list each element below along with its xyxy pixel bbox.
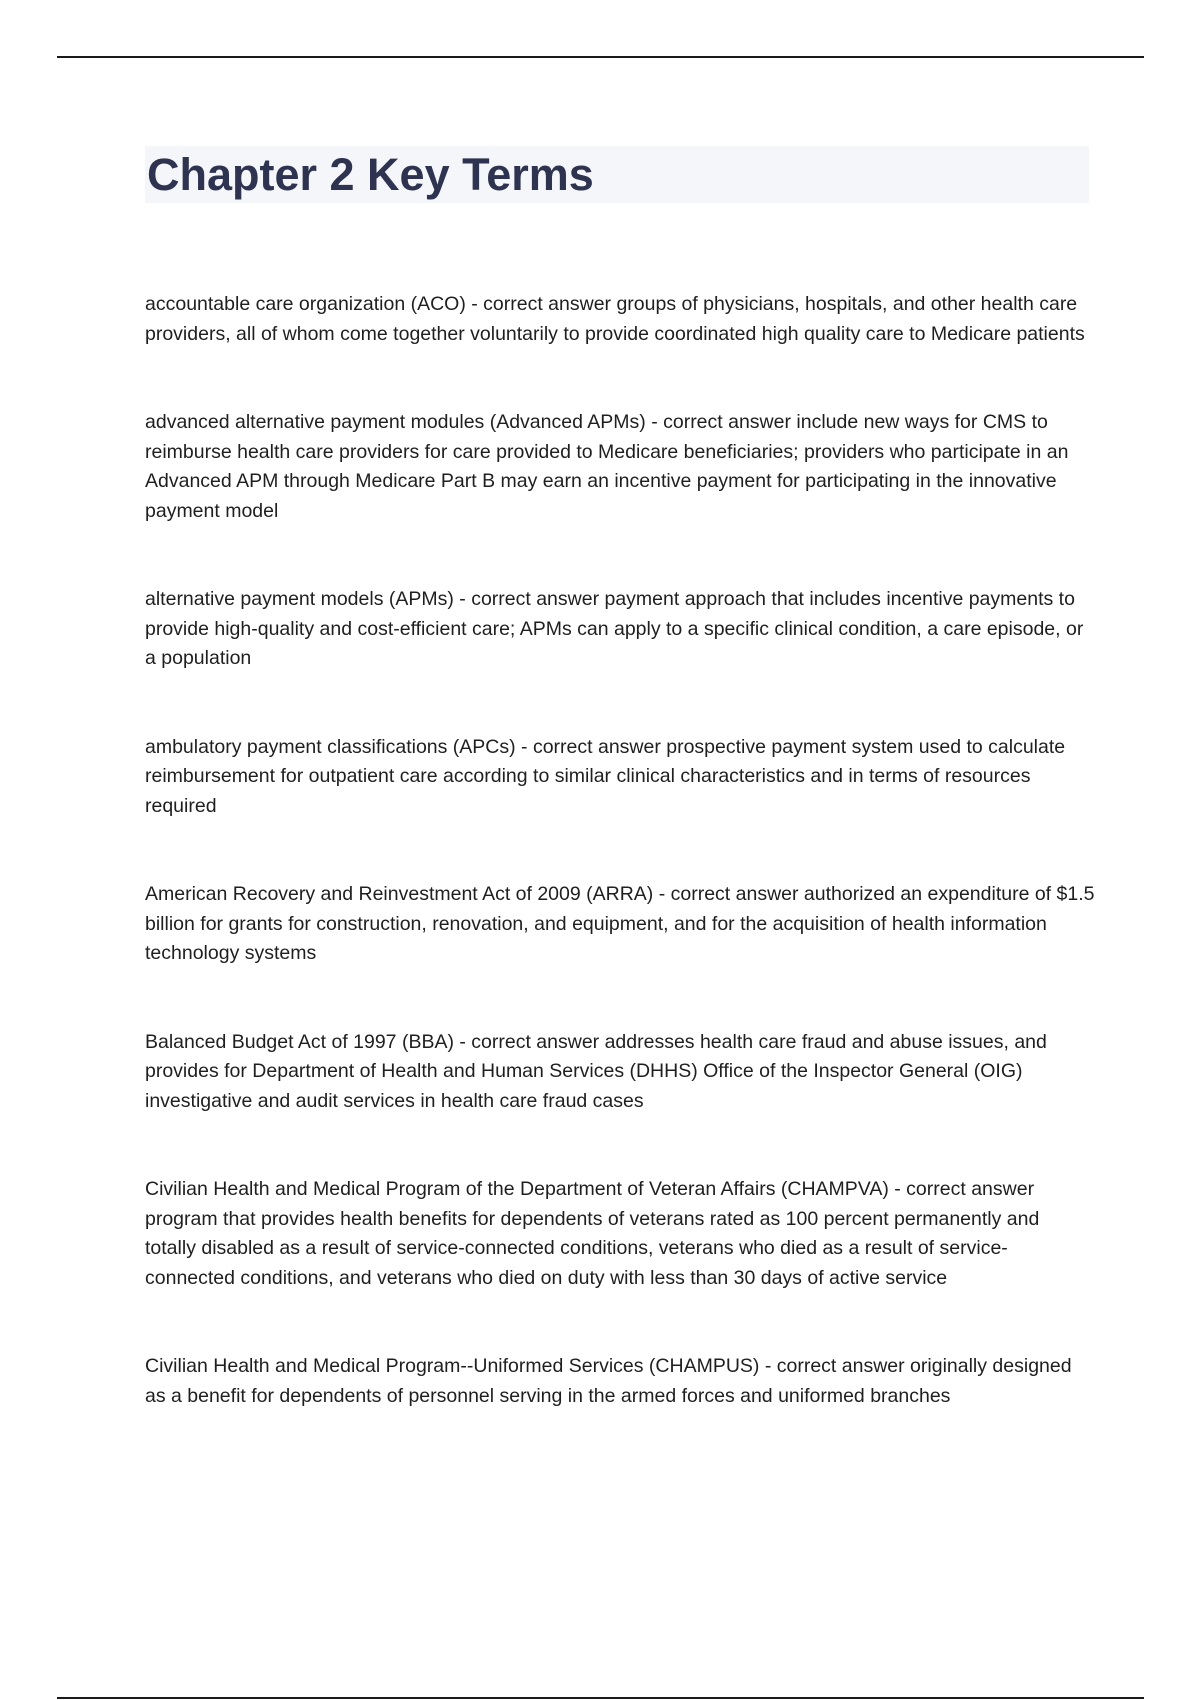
title-banner — [145, 146, 1089, 203]
key-terms-list — [145, 290, 1095, 1470]
term-entry: Balanced Budget Act of 1997 (BBA) - correct answer addresses health care fraud and abuse issues, and provides for Department of Health and Human Services (DHHS) Office of the Inspector General (OIG) investigative and audit services in health care fraud cases — [145, 1030, 1047, 1112]
term-entry: Civilian Health and Medical Program--Uniformed Services (CHAMPUS) - correct answer originally designed as a benefit for dependents of personnel serving in the armed forces and uniformed branches — [145, 1355, 1072, 1407]
term-entry: Civilian Health and Medical Program of the Department of Veteran Affairs (CHAMPVA) - correct answer program that provides health benefits for dependents of veterans rated as 100 percent permanently and totally disabled as a result of service-connected conditions, veterans who died as a result of service-connected conditions, and veterans who died on duty with less than 30 days of active service — [145, 1178, 1040, 1289]
term-entry: accountable care organization (ACO) - correct answer groups of physicians, hospitals, and other health care providers, all of whom come together voluntarily to provide coordinated high quality care to Medicare patients — [145, 293, 1085, 345]
header-rule — [57, 56, 1144, 58]
footer-rule — [57, 1697, 1144, 1699]
term-entry: alternative payment models (APMs) - correct answer payment approach that includes incentive payments to provide high-quality and cost-efficient care; APMs can apply to a specific clinical condition, a care episode, or a population — [145, 588, 1084, 669]
page-title: Chapter 2 Key Terms — [147, 149, 594, 200]
term-entry: advanced alternative payment modules (Advanced APMs) - correct answer include new ways for CMS to reimburse health care providers for care provided to Medicare beneficiaries; providers who participate in an Advanced APM through Medicare Part B may earn an incentive payment for participating in the innovative payment model — [145, 411, 1069, 522]
term-entry: American Recovery and Reinvestment Act of 2009 (ARRA) - correct answer authorized an expenditure of $1.5 billion for grants for construction, renovation, and equipment, and for the acquisition of health information technology systems — [145, 883, 1095, 964]
term-entry: ambulatory payment classifications (APCs) - correct answer prospective payment system used to calculate reimbursement for outpatient care according to similar clinical characteristics and in terms of resources required — [145, 735, 1066, 817]
